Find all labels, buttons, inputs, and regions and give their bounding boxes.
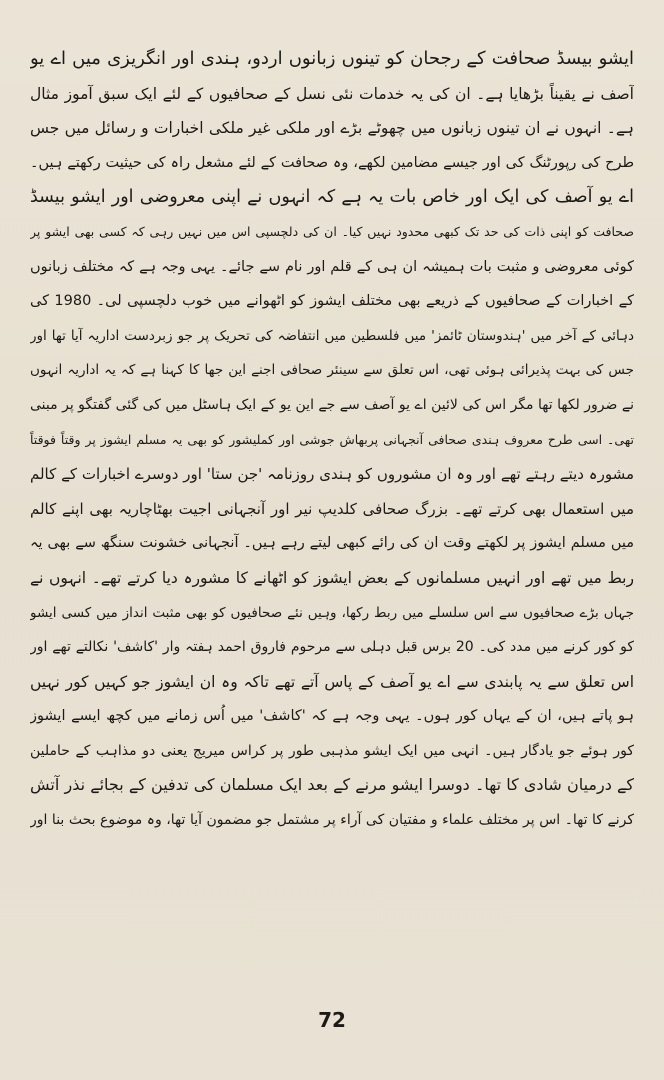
text-line: ایشو بیسڈ صحافت کے رجحان کو تینوں زبانوں اردو، ہندی اور انگریزی میں اے یو [30,48,634,69]
text-line: طرح کی رپورٹنگ کی اور جیسے مضامین لکھے، وہ صحافت کے لئے مشعل راہ کی حیثیت رکھتے ہیں۔ [30,154,634,171]
text-line: مشورہ دیتے رہتے تھے اور وہ ان مشوروں کو ہندی روزنامہ 'جن ستا' اور دوسرے اخبارات کے کالم [30,465,634,484]
text-line: جہاں بڑے صحافیوں سے اس سلسلے میں ربط رکھا، وہیں نئے صحافیوں کو بھی مثبت انداز میں کسی ایشو [30,604,634,621]
text-line: تھی۔ اسی طرح معروف ہندی صحافی آنجہانی پربھاش جوشی اور کملیشور کو بھی یہ مسلم ایشوز پر وقتاً فوقتاً [30,431,634,447]
text-line: ربط میں تھے اور انہیں مسلمانوں کے بعض ایشوز کو اٹھانے کا مشورہ دیا کرتے تھے۔ انہوں نے [30,568,634,587]
text-line: اس تعلق سے یہ پابندی سے اے یو آصف کے پاس آتے تھے تاکہ وہ ان ایشوز جو کہیں کور نہیں [30,672,634,691]
text-line: ہو پاتے ہیں، ان کے یہاں کور ہوں۔ یہی وجہ ہے کہ 'کاشف' میں اُس زمانے میں کچھ ایسے ایشوز [30,708,634,725]
text-line: کوئی معروضی و مثبت بات ہمیشہ ان ہی کے قلم اور نام سے جائے۔ یہی وجہ ہے کہ مختلف زبانوں [30,258,634,275]
text-line: جس کی بہت پذیرائی ہوئی تھی، اس تعلق سے سینئر صحافی اجنے این جھا کا کہنا ہے کہ یہ اداریہ انہوں [30,362,634,379]
body-text [30,42,634,838]
text-line: کو کور کرنے میں مدد کی۔ 20 برس قبل دہلی سے مرحوم فاروق احمد ہفتہ وار 'کاشف' نکالتے تھے اور [30,639,634,656]
text-line: کے اخبارات کے صحافیوں کے ذریعے بھی مختلف ایشوز کو اٹھوانے میں خوب دلچسپی لی۔ 1980 کی [30,293,634,310]
text-line: کے درمیان شادی کا تھا۔ دوسرا ایشو مرنے کے بعد ایک مسلمان کی تدفین کے بجائے نذر آتش [30,775,634,795]
text-line: صحافت کو اپنی ذات کی حد تک کبھی محدود نہیں کیا۔ ان کی دلچسپی اس میں نہیں رہی کہ کسی بھی ایشو پر [30,223,634,239]
text-line: کرنے کا تھا۔ اس پر مختلف علماء و مفتیان کی آراء پر مشتمل جو مضمون آیا تھا، وہ موضوع بحث بنا اور [30,812,634,829]
text-line: میں استعمال بھی کرتے تھے۔ بزرگ صحافی کلدیپ نیر اور آنجہانی اجیت بھٹاچاریہ بھی اپنے کالم [30,499,634,518]
text-line: آصف نے یقیناً بڑھایا ہے۔ ان کی یہ خدمات نئی نسل کے صحافیوں کے لئے ایک سبق آموز مثال [30,84,634,103]
text-line: دہائی کے آخر میں 'ہندوستان ٹائمز' میں فلسطین میں انتفاضہ کی تحریک پر جو زبردست اداریہ آیا تھا اور [30,327,634,344]
text-line: میں مسلم ایشوز پر لکھتے وقت ان کی رائے کبھی لیتے رہے ہیں۔ آنجہانی خشونت سنگھ سے بھی یہ [30,535,634,552]
text-line: کور ہوئے جو یادگار ہیں۔ انہی میں ایک ایشو مذہبی طور پر کراس میریج یعنی دو مذاہب کے حاملین [30,742,634,759]
page-number: 72 [318,1008,346,1032]
text-line: نے ضرور لکھا تھا مگر اس کی لائین اے یو آصف سے جے این یو کے ایک ہاسٹل میں کی گئی گفتگو پر مبنی [30,396,634,413]
text-line: اے یو آصف کی ایک اور خاص بات یہ ہے کہ انہوں نے اپنی معروضی اور ایشو بیسڈ [30,187,634,208]
text-line: ہے۔ انہوں نے ان تینوں زبانوں میں چھوٹے بڑے اور ملکی غیر ملکی اخبارات و رسائل میں جس [30,119,634,138]
